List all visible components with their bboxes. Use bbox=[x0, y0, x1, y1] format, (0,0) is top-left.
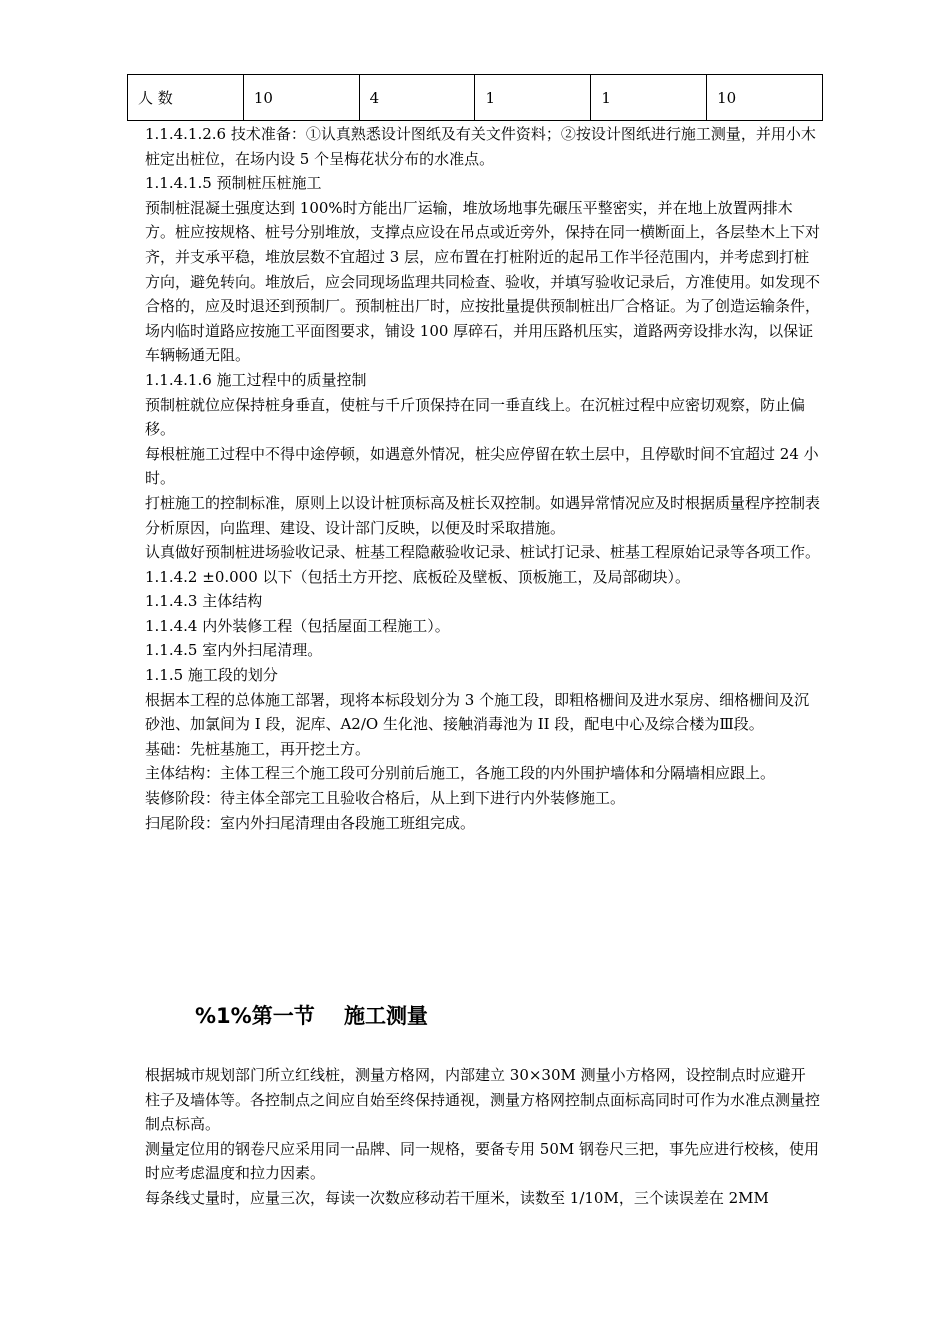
table-cell: 人 数 bbox=[128, 75, 244, 121]
paragraph: 1.1.4.5 室内外扫尾清理。 bbox=[145, 641, 323, 660]
paragraph: 1.1.4.2 ±0.000 以下（包括土方开挖、底板砼及壁板、顶板施工，及局部砌块）。 bbox=[145, 567, 691, 586]
table-cell: 10 bbox=[707, 75, 823, 121]
paragraph: 测量定位用的钢卷尺应采用同一品牌、同一规格，要备专用 50M 钢卷尺三把，事先应进行校核，使用时应考虑温度和拉力因素。 bbox=[145, 1139, 819, 1183]
body-text-block-2 bbox=[145, 1063, 820, 1211]
paragraph: 1.1.4.1.6 施工过程中的质量控制 bbox=[145, 370, 367, 389]
paragraph: 认真做好预制桩进场验收记录、桩基工程隐蔽验收记录、桩试打记录、桩基工程原始记录等各项工作。 bbox=[145, 543, 821, 562]
paragraph: 1.1.4.1.2.6 技术准备：①认真熟悉设计图纸及有关文件资料；②按设计图纸进行施工测量，并用小木桩定出桩位，在场内设 5 个呈梅花状分布的水准点。 bbox=[145, 125, 816, 168]
table-cell: 1 bbox=[591, 75, 707, 121]
paragraph: 打桩施工的控制标准，原则上以设计桩顶标高及桩长双控制。如遇异常情况应及时根据质量程序控制表分析原因，向监理、建设、设计部门反映，以便及时采取措施。 bbox=[145, 493, 821, 537]
table-cell: 10 bbox=[243, 75, 359, 121]
table-cell: 1 bbox=[475, 75, 591, 121]
table-cell: 4 bbox=[359, 75, 475, 121]
paragraph: 装修阶段：待主体全部完工且验收合格后，从上到下进行内外装修施工。 bbox=[145, 789, 626, 808]
paragraph: 主体结构：主体工程三个施工段可分别前后施工，各施工段的内外围护墙体和分隔墙相应跟上。 bbox=[145, 764, 776, 783]
paragraph: 根据本工程的总体施工部署，现将本标段划分为 3 个施工段，即粗格栅间及进水泵房、细格栅间及沉砂池、加氯间为 I 段，泥库、A2/O 生化池、接触消毒池为 II 段，配电中心及综合楼为Ⅲ段。 bbox=[145, 690, 810, 734]
staffing-table bbox=[127, 74, 823, 121]
paragraph: 1.1.4.4 内外装修工程（包括屋面工程施工）。 bbox=[145, 616, 450, 635]
paragraph: 扫尾阶段：室内外扫尾清理由各段施工班组完成。 bbox=[145, 813, 476, 832]
table-row bbox=[128, 75, 823, 121]
paragraph: 预制桩就位应保持桩身垂直，使桩与千斤顶保持在同一垂直线上。在沉桩过程中应密切观察，防止偏移。 bbox=[145, 395, 806, 439]
paragraph: 每根桩施工过程中不得中途停顿，如遇意外情况，桩尖应停留在软土层中，且停歇时间不宜超过 24 小时。 bbox=[145, 444, 819, 488]
paragraph: 根据城市规划部门所立红线桩，测量方格网，内部建立 30×30M 测量小方格网，设控制点时应避开柱子及墙体等。各控制点之间应自始至终保持通视，测量方格网控制点面标高同时可作为水准点测量控制点标高。 bbox=[145, 1066, 821, 1134]
section-heading: %1%第一节 施工测量 bbox=[195, 1004, 428, 1028]
paragraph: 1.1.5 施工段的划分 bbox=[145, 666, 278, 685]
paragraph: 每条线丈量时，应量三次，每读一次数应移动若干厘米，读数至 1/10M，三个读误差在 2MM bbox=[145, 1188, 769, 1207]
body-text-block bbox=[145, 122, 820, 835]
paragraph: 1.1.4.1.5 预制桩压桩施工 bbox=[145, 174, 322, 193]
paragraph: 预制桩混凝土强度达到 100%时方能出厂运输，堆放场地事先碾压平整密实，并在地上放置两排木方。桩应按规格、桩号分别堆放，支撑点应设在吊点或近旁外，保持在同一横断面上，各层垫木上下对齐，并支承平稳，堆放层数不宜超过 3 层，应布置在打桩附近的起吊工作半径范围内，并考虑到打桩方向，避免转向。堆放后，应会同现场监理共同检查、验收，并填写验收记录后，方准使用。如发现不合格的，应及时退还到预制厂。预制桩出厂时，应按批量提供预制桩出厂合格证。为了创造运输条件，场内临时道路应按施工平面图要求，铺设 100 厚碎石，并用压路机压实，道路两旁设排水沟，以保证车辆畅通无阻。 bbox=[145, 198, 821, 365]
paragraph: 基础：先桩基施工，再开挖土方。 bbox=[145, 739, 371, 758]
paragraph: 1.1.4.3 主体结构 bbox=[145, 592, 263, 611]
